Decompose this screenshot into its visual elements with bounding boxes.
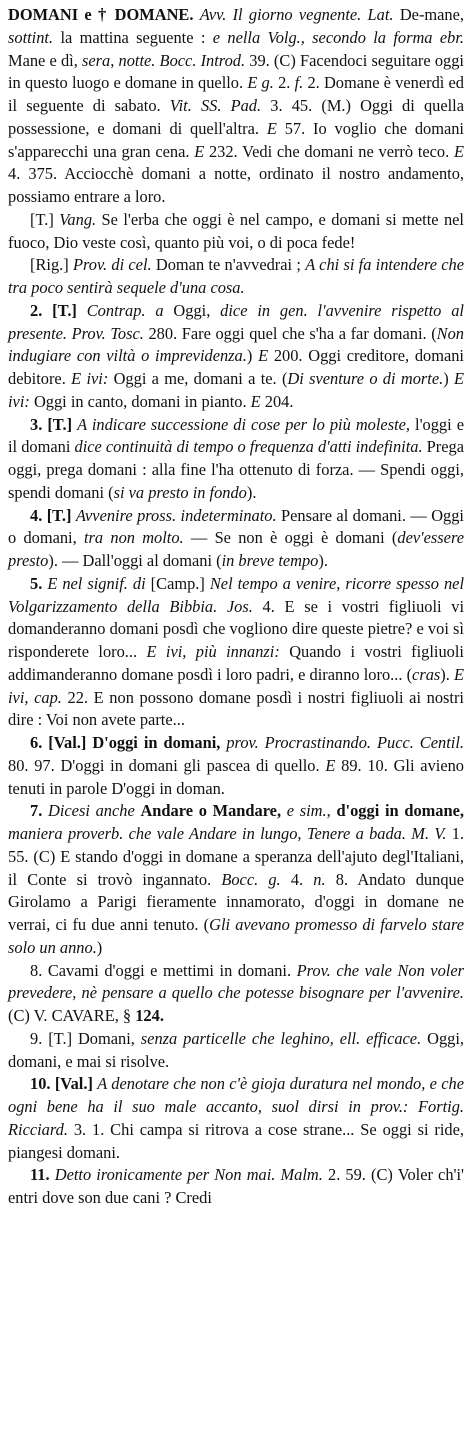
text-run: dice continuità di tempo o frequenza d'atti indefinita. [74, 437, 423, 457]
text-run: [Camp.] [150, 573, 205, 593]
text-run: Non indugiare con viltà o imprevidenza. [8, 323, 464, 366]
text-run: sera, notte. Bocc. Introd. [82, 50, 246, 70]
text-run: 39. (C) Facendoci seguitare oggi in questo luogo e domane in quello. [8, 50, 464, 93]
text-run: E nel signif. di [47, 573, 146, 593]
text-run: ) [96, 937, 103, 957]
text-run: dice in gen. l'avvenire rispetto al presente. Prov. Tosc. [8, 300, 464, 343]
text-run: 124. [135, 1006, 164, 1025]
text-run: Doman te n'avvedrai ; [155, 255, 301, 275]
text-run: Bocc. g. [221, 869, 281, 889]
text-run: E [194, 141, 205, 161]
text-run: (C) V. CAVARE, § [8, 1006, 132, 1025]
text-run: Gli avevano promesso di farvelo stare solo un anno. [8, 915, 464, 957]
text-run: ) [246, 346, 253, 366]
text-run: 200. Oggi creditore, domani debitore. [8, 346, 464, 388]
text-run: f. [294, 73, 304, 93]
text-run: Se l'erba che oggi è nel campo, e domani si mette nel fuoco, Dio veste così, quanto più voi, o di poca fede! [8, 209, 464, 252]
text-run: cras [412, 664, 441, 684]
entry-paragraph-1 [8, 4, 464, 209]
text-run: Avv. Il giorno vegnente. Lat. [199, 5, 394, 24]
text-run: Vit. SS. Pad. [169, 96, 262, 115]
text-run: 80. 97. D'oggi in domani gli pascea di quello. [8, 755, 320, 775]
text-run: Pensare al domani. — Oggi o domani, [8, 505, 464, 548]
text-run: Mane e dì, [8, 50, 78, 70]
locution: D'oggi in domani, [92, 733, 221, 752]
text-run: 9. [T.] Domani, [30, 1028, 135, 1048]
sense-number: 7. [30, 801, 43, 821]
text-run: De-mane, [399, 5, 464, 24]
text-run: E [266, 118, 277, 138]
text-run: A chi si fa intendere che tra poco sentirà sequele d'una cosa. [8, 255, 464, 297]
text-run: Contrap. [86, 300, 146, 320]
text-run: E [453, 141, 464, 161]
text-run: Dicesi anche [48, 801, 135, 821]
entry-paragraph-8 [8, 732, 464, 800]
text-run: E [258, 346, 269, 366]
entry-paragraph-10 [8, 960, 464, 1028]
text-run: Di sventure o di morte. [287, 369, 444, 388]
entry-paragraph-11 [8, 1028, 464, 1074]
text-run: 4. E se i vostri figliuoli vi domanderanno domani posdì che vogliono dire queste pietre? e voi sì risponderete loro... [8, 596, 465, 661]
text-run: — Se non è oggi è domani ( [190, 528, 398, 548]
text-run: 8. Cavami d'oggi e mettimi in domani. [30, 960, 292, 980]
text-run: ). — Dall'oggi al domani ( [48, 551, 222, 570]
text-run: E ivi: [8, 369, 464, 411]
text-run: prov. Procrastinando. Pucc. Centil. [226, 733, 464, 752]
text-run: E ivi: [71, 369, 109, 388]
text-run: E [325, 755, 336, 775]
sense-number: 3. [T.] [30, 414, 73, 434]
text-run: Oggi, domani, e mai si risolve. [8, 1028, 465, 1071]
text-run: Quando i vostri figliuoli addimanderanno domane posdì i loro padri, e diranno loro... ( [8, 642, 464, 684]
text-run: ). [440, 664, 450, 684]
text-run: tra non molto. [83, 528, 184, 548]
text-run: [T.] [30, 209, 54, 229]
text-run: E ivi, cap. [8, 664, 464, 707]
text-run: A indicare successione di cose per lo più moleste, [77, 414, 410, 434]
text-run: 8. Andato dunque Girolamo a Parigi fieramente innamorato, d'oggi in domane ne verrai, ci fu due anni tenuto. ( [8, 869, 464, 934]
text-run: 2. [278, 73, 291, 93]
entry-paragraph-9 [8, 800, 464, 959]
text-run: A denotare che non c'è gioja duratura nel mondo, e che ogni bene ha il suo male accanto, suol dirsi in prov.: Fortig. Ricciard. [8, 1074, 464, 1139]
text-run: [Rig.] [30, 255, 69, 275]
text-run: 89. 10. Gli avieno tenuti in parole D'oggi in doman. [8, 755, 464, 798]
text-run: 57. Io voglio che domani s'apparecchi una gran cena. [8, 118, 464, 161]
text-run: 22. E non possono domane posdì i nostri figliuoli ai nostri dire : Voi non avete parte... [8, 687, 464, 730]
text-run: senza particelle che leghino, ell. efficace. [140, 1028, 422, 1048]
text-run: Prov. di cel. [72, 255, 152, 275]
text-run: la mattina seguente : [60, 27, 206, 47]
text-run: 280. Fare oggi quel che s'ha a far domani. ( [148, 323, 437, 343]
entry-paragraph-7 [8, 573, 464, 732]
text-run: Prov. che vale Non voler prevedere, nè pensare a quello che potesse bisognare per l'avvenire. [8, 960, 464, 1003]
text-run: Avvenire pross. indeterminato. [75, 505, 277, 525]
text-run: 4. 375. Acciocchè domani a notte, ordinato il nostro andamento, possiamo entrare a loro. [8, 164, 464, 206]
text-run: maniera proverb. che vale Andare in lungo, Tenere a bada. M. V. [8, 824, 447, 843]
text-run: E [250, 391, 261, 411]
text-run: 2. 59. (C) Voler ch'i' entri dove son due cani ? Credi [8, 1165, 464, 1207]
text-run: 3. 45. (M.) Oggi di quella possessione, e domani di quell'altra. [8, 96, 464, 138]
text-run: Oggi in canto, domani in pianto. [33, 391, 247, 411]
text-run: 1. 55. (C) E stando d'oggi in domane a speranza dell'ajuto degl'Italiani, il Conte si trovò ingannato. [8, 824, 464, 889]
text-run: l'oggi e il domani [8, 414, 464, 457]
text-run: 2. Domane è venerdì ed il seguente di sabato. [8, 73, 464, 115]
sense-number: 6. [Val.] [30, 733, 87, 752]
text-run: ). [318, 551, 328, 570]
entry-paragraph-5 [8, 414, 464, 505]
sense-number: 5. [30, 573, 43, 593]
text-run: Detto ironicamente per Non mai. Malm. [54, 1165, 323, 1185]
text-run: Prega oggi, prega domani : alla fine l'ha ottenuto di forza. — Spendi oggi, spendi domani ( [8, 437, 464, 502]
text-run: e sim., [286, 801, 331, 821]
entry-paragraph-3 [8, 254, 464, 300]
text-run: ) [443, 369, 449, 388]
text-run: a [155, 300, 164, 320]
sense-number: 4. [T.] [30, 505, 72, 525]
locution: Andare o Mandare, [140, 801, 282, 821]
entry-paragraph-4 [8, 300, 464, 414]
text-run: e nella Volg., secondo la forma ebr. [212, 27, 464, 47]
text-run: Oggi a me, domani a te. ( [113, 369, 288, 388]
text-run: si va presto in fondo [113, 482, 247, 502]
text-run: sottint. [8, 27, 54, 47]
text-run: dev'essere presto [8, 528, 464, 570]
text-run: Vang. [59, 209, 97, 229]
text-run: n. [313, 869, 326, 889]
text-run: 232. Vedi che domani ne verrò teco. [208, 141, 450, 161]
text-run: Nel tempo a venire, ricorre spesso nel Volgarizzamento della Bibbia. Jos. [8, 573, 464, 616]
entry-paragraph-12 [8, 1073, 464, 1164]
entry-paragraph-2 [8, 209, 464, 255]
headword: DOMANI e † DOMANE. [8, 5, 194, 24]
text-run: E g. [247, 73, 274, 93]
text-run: 4. [290, 869, 304, 889]
sense-number: 10. [Val.] [30, 1074, 93, 1094]
text-run: in breve tempo [221, 551, 319, 570]
text-run: Oggi, [173, 300, 211, 320]
entry-paragraph-13 [8, 1164, 464, 1210]
sense-number: 2. [T.] [30, 300, 77, 320]
entry-paragraph-6 [8, 505, 464, 573]
text-run: E ivi, più innanzi: [146, 642, 280, 661]
text-run: ). [246, 482, 257, 502]
text-run: 204. [264, 391, 294, 411]
locution: d'oggi in domane, [336, 801, 464, 821]
sense-number: 11. [30, 1165, 50, 1185]
text-run: 3. 1. Chi campa si ritrova a cose strane... Se oggi si ride, piangesi domani. [8, 1119, 464, 1162]
